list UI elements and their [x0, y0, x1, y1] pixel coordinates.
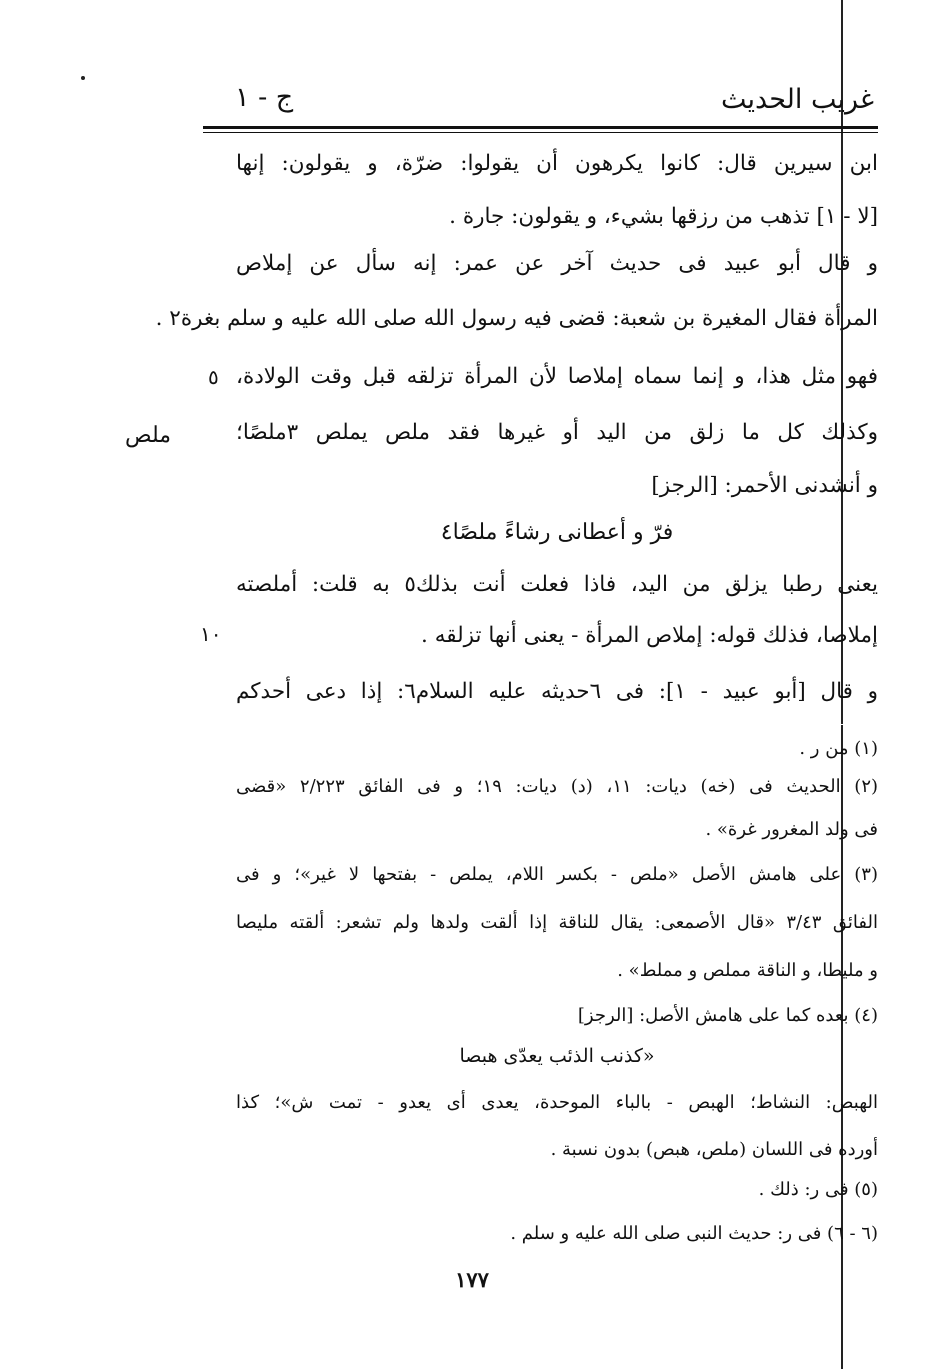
line-number-ten: ١٠ [200, 622, 222, 646]
volume-marker: ج - ١ [235, 82, 294, 113]
main-line: [لا - ١] تذهب من رزقها بشيء، و يقولون: جارة . [449, 204, 878, 229]
verse-line: فرّ و أعطانى رشاءً ملصًا٤ [440, 520, 674, 545]
footnote-line: (٤) بعده كما على هامش الأصل: [الرجز] [577, 1005, 878, 1026]
main-line: و أنشدنى الأحمر: [الرجز] [651, 473, 878, 498]
footnote-line: (٢) الحديث فى (خه) ديات: ١١، (د) ديات: ١٩؛ و فى الفائق ٢/٢٢٣ «قضى [236, 776, 879, 797]
main-line: يعنى رطبا يزلق من اليد، فاذا فعلت أنت بذلك٥ به قلت: أملصته [236, 572, 879, 597]
footnote-line: (٦ - ٦) فى ر: حديث النبى صلى الله عليه و سلم . [510, 1223, 878, 1244]
footnote-line: و مليطا، و الناقة مملص و مملط» . [617, 960, 878, 981]
footnote-line: الفائق ٣/٤٣ «قال الأصمعى: يقال للناقة إذا ألقت ولدها ولم تشعر: ألقته مليصا [236, 912, 878, 933]
main-line: و قال [أبو عبيد - ١]: فى ٦حديثه عليه السلام٦: إذا دعى أحدكم [236, 679, 879, 704]
main-line: ابن سيرين قال: كانوا يكرهون أن يقولوا: ضرّة، و يقولون: إنها [236, 151, 878, 176]
footnote-line: أورده فى اللسان (ملص، هبص) بدون نسبة . [550, 1139, 878, 1160]
main-line: إملاصا، فذلك قوله: إملاص المرأة - يعنى أنها تزلقه . [421, 623, 878, 648]
margin-keyword: ملص [125, 423, 172, 448]
main-line: المرأة فقال المغيرة بن شعبة: قضى فيه رسول الله صلى الله عليه و سلم بغرة٢ . [155, 306, 878, 331]
footnote-line: (٥) فى ر: ذلك . [758, 1179, 878, 1200]
footnote-line: (٣) على هامش الأصل «ملص - بكسر اللام، يملص - بفتحها لا غير»؛ و فى [236, 864, 878, 885]
scan-speck [81, 76, 85, 80]
footnote-line: الهبص: النشاط؛ الهبص - بالباء الموحدة، يعدى أى يعدو - تمت ش»؛ كذا [236, 1092, 878, 1113]
footnote-line: فى ولد المغرور غرة» . [705, 819, 878, 840]
main-line: فهو مثل هذا، و إنما سماه إملاصا لأن المرأة تزلقه قبل وقت الولادة، [236, 364, 878, 389]
main-line: وكذلك كل ما زلق من اليد أو غيرها فقد ملص يملص ٣ملصًا؛ [236, 420, 878, 445]
footnote-line: (١) من ر . [799, 738, 878, 759]
line-number-five: ٥ [208, 365, 219, 389]
running-title: غريب الحديث [721, 84, 874, 115]
main-line: و قال أبو عبيد فى حديث آخر عن عمر: إنه سأل عن إملاص [236, 251, 878, 276]
page-number: ١٧٧ [455, 1267, 489, 1292]
footnote-verse: «كذنب الذئب يعدّى هبصا [459, 1045, 655, 1067]
